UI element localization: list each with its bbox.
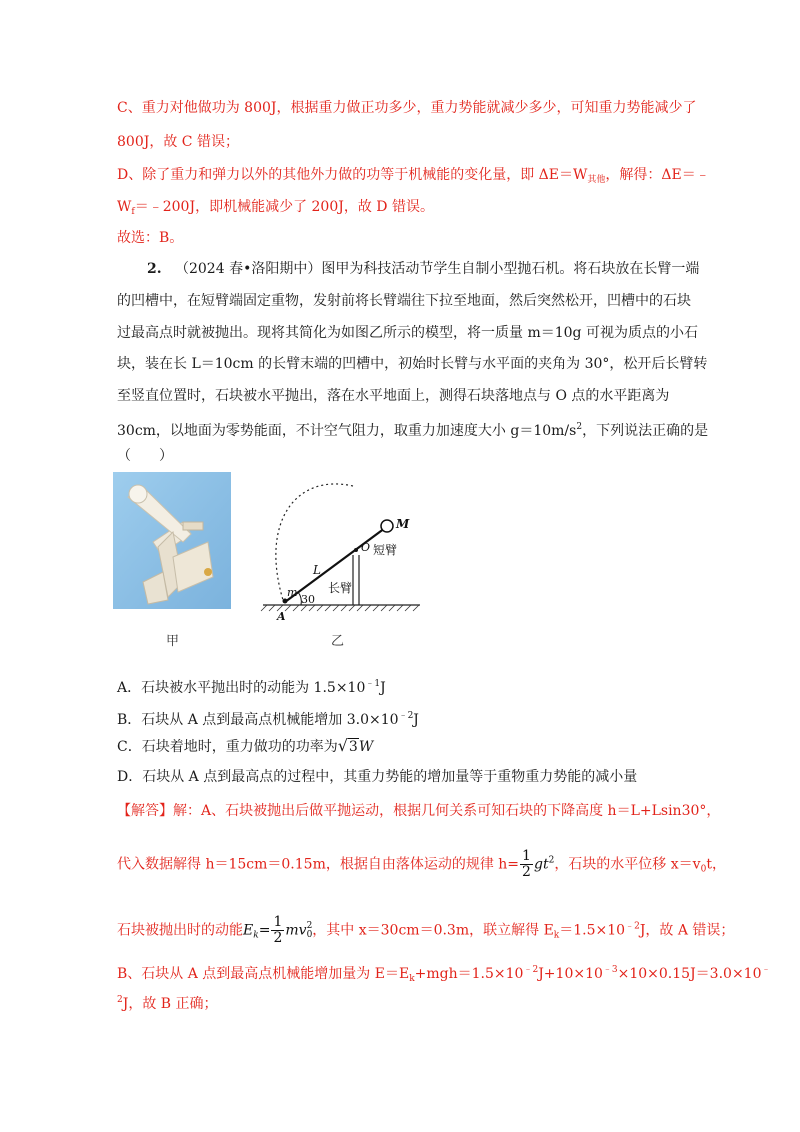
question-answer-paren: （ ） xyxy=(117,448,173,464)
sqrt-sign: √ xyxy=(337,736,348,755)
question-number: 2. xyxy=(147,261,162,277)
label-O: O xyxy=(361,541,371,554)
question-line1: 2. （2024 春•洛阳期中）图甲为科技活动节学生自制小型抛石机。将石块放在长臂一端 xyxy=(147,261,700,277)
solution-tag: 【解答】 xyxy=(117,803,173,819)
question-line6: 30cm，以地面为零势能面，不计空气阻力，取重力加速度大小 $g=10m/s^2$，下列说法正确的是 xyxy=(117,422,709,439)
question-line4: 块，装在长 L＝10cm 的长臂末端的凹槽中，初始时长臂与水平面的夹角为 30°，松开后长臂转 xyxy=(117,356,708,372)
question-line3: 过最高点时就被抛出。现将其简化为如图乙所示的模型，将一质量 m＝10g 可视为质点的小石 xyxy=(117,325,698,341)
option-b: B．石块从 A 点到最高点机械能增加 $3.0\times 10^{﹣2}J$ xyxy=(117,711,419,728)
option-d: D．石块从 A 点到最高点的过程中，其重力势能的增加量等于重物重力势能的减小量 xyxy=(117,769,638,785)
answer-choice: 故选：B。 xyxy=(117,230,184,246)
option-d-explanation-line1: D、除了重力和弹力以外的其他外力做的功等于机械能的变化量，即 $\Delta E=W_{其他}$，解得：ΔE＝﹣ xyxy=(117,167,710,185)
option-c-explanation-line1: C、重力对他做功为 800J，根据重力做正功多少，重力势能就减少多少，可知重力势能减少了 xyxy=(117,100,697,116)
label-A: A xyxy=(277,610,286,623)
question-line5: 至竖直位置时，石块被水平抛出，落在水平地面上，测得石块落地点与 O 点的水平距离为 xyxy=(117,388,670,404)
option-d-explanation-line2: $W_f=﹣200J$，即机械能减少了 200J，故 D 错误。 xyxy=(117,199,434,217)
label-long-arm: 长臂 xyxy=(328,581,353,595)
solution-line1: 【解答】解：A、石块被抛出后做平抛运动，根据几何关系可知石块的下降高度 h＝L+Lsin30°， xyxy=(117,803,721,819)
option-c-explanation-line2: 800J，故 C 错误； xyxy=(117,134,239,150)
label-M: M xyxy=(396,517,410,531)
question-line2: 的凹槽中，在短臂端固定重物，发射前将长臂端往下拉至地面，然后突然松开，凹槽中的石块 xyxy=(117,293,691,309)
figure-jia-photo xyxy=(113,472,231,609)
stone-m xyxy=(283,599,288,604)
solution-line2: 代入数据解得 h＝15cm＝0.15m，根据自由落体运动的规律 h= $\frac{1}{2}$ $gt^2$，石块的水平位移 $x=v_0t$， xyxy=(117,848,726,880)
solution-line4: B、石块从 A 点到最高点机械能增加量为 $E=E_k+mgh=1.5\times 10^{﹣2}J+10\times 10^{﹣3}\times 10\times 0.15J=3.0\times 10^﹣$ xyxy=(117,965,771,984)
figure-jia-caption: 甲 xyxy=(166,634,180,649)
solution-line3: 石块被抛出时的动能$E_k=$ $\frac{1}{2}$ mv 2 0 ，其中 x＝30cm＝0.3m，联立解得 $E_k=1.5\times 10^{﹣2}J$，故 A 错误； xyxy=(117,914,735,946)
figure-yi-diagram xyxy=(255,468,430,628)
label-short-arm: 短臂 xyxy=(373,543,398,557)
label-L: L xyxy=(313,563,321,577)
label-m: m xyxy=(287,586,298,599)
figure-yi-caption: 乙 xyxy=(331,634,345,649)
solution-line5: $^2$J，故 B 正确； xyxy=(117,995,218,1012)
weight-M xyxy=(381,520,393,532)
label-30: 30 xyxy=(301,593,315,606)
option-a: A．石块被水平抛出时的动能为 $1.5\times 10^{﹣1}J$ xyxy=(117,679,386,696)
pivot-O xyxy=(354,548,358,552)
option-c: C．石块着地时，重力做功的功率为√3W xyxy=(117,736,374,755)
